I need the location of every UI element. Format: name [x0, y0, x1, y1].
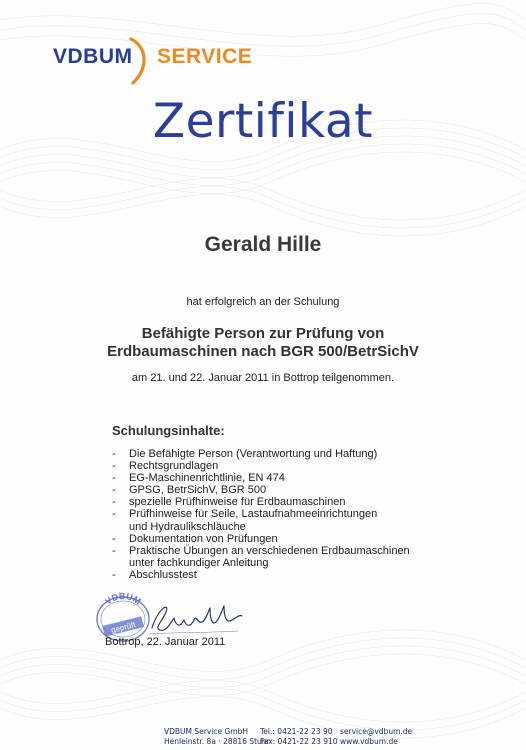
footer-company-name: VDBUM Service GmbH: [164, 727, 249, 736]
intro-text: hat erfolgreich an der Schulung: [186, 296, 340, 308]
list-dash: -: [112, 460, 116, 473]
footer-tel: Tel.: 0421-22 23 90: [260, 727, 333, 736]
footer-phone: [260, 727, 338, 747]
contents-list-item: [112, 496, 410, 508]
contents-list-item: [112, 569, 410, 581]
footer-address: Henleinstr. 8a · 28816 Stuhr: [164, 737, 270, 746]
contents-list-item-text: Praktische Übungen an verschiedenen Erdbaumaschinen: [129, 544, 410, 557]
footer-company: [164, 727, 270, 747]
list-dash: -: [112, 496, 116, 509]
course-title-line-1: Befähigte Person zur Prüfung von: [141, 325, 385, 342]
list-dash: -: [112, 508, 116, 521]
contents-list-item-text: Die Befähigte Person (Verantwortung und Haftung): [129, 448, 378, 460]
contents-list-item: [112, 448, 410, 460]
contents-list-item-text: Rechtsgrundlagen: [129, 460, 219, 473]
contents-list-item: [112, 472, 410, 484]
svg-text:VDBUM: [103, 592, 143, 607]
contents-list-item: [112, 460, 410, 472]
stamp-bottom-text: geprüft: [110, 620, 137, 635]
contents-list-item-text: GPSG, BetrSichV, BGR 500: [129, 484, 267, 497]
contents-list: [112, 448, 410, 581]
list-dash: -: [112, 472, 116, 485]
footer-fax: Fax: 0421-22 23 910: [260, 737, 338, 746]
list-dash: -: [112, 484, 116, 497]
contents-list-item-text: Prüfhinweise für Seile, Lastaufnahmeeinrichtungen: [129, 508, 378, 521]
contents-list-item: [112, 533, 410, 545]
course-title-line-2: Erdbaumaschinen nach BGR 500/BetrSichV: [107, 343, 419, 360]
contents-list-item-text: spezielle Prüfhinweise für Erdbaumaschinen: [129, 496, 346, 509]
logo-text-service: SERVICE: [157, 45, 253, 68]
contents-list-item-text: Abschlusstest: [129, 568, 197, 581]
attendance-text: am 21. und 22. Januar 2011 in Bottrop teilgenommen.: [131, 372, 395, 384]
contents-list-item-text: Dokumentation von Prüfungen: [129, 532, 278, 545]
certificate-title: Zertifikat: [152, 94, 374, 149]
handwritten-signature: [148, 598, 243, 638]
footer-web[interactable]: www.vdbum.de: [340, 737, 398, 746]
contents-list-item: [112, 545, 410, 569]
logo-swoosh-icon: [125, 37, 155, 87]
contents-list-item-text: EG-Maschinenrichtlinie, EN 474: [129, 472, 285, 485]
contents-list-item-text: unter fachkundiger Anleitung: [129, 556, 269, 569]
list-dash: -: [112, 544, 116, 557]
stamp-top-text: VDBUM: [103, 592, 143, 607]
list-dash: -: [112, 568, 116, 581]
footer-email[interactable]: service@vdbum.de: [340, 727, 413, 736]
contents-list-item-text: und Hydraulikschläuche: [129, 520, 246, 533]
course-title: [0, 325, 526, 361]
list-dash: -: [112, 532, 116, 545]
list-dash: -: [112, 448, 116, 460]
place-and-date: Bottrop, 22. Januar 2011: [105, 636, 226, 648]
contents-heading: Schulungsinhalte:: [112, 423, 225, 438]
logo-text-vdbum: VDBUM: [53, 45, 133, 68]
contents-list-item: [112, 484, 410, 496]
vdbum-service-logo: [53, 37, 253, 87]
contents-list-item: [112, 508, 410, 532]
footer-online: [340, 727, 412, 747]
recipient-name: Gerald Hille: [204, 233, 322, 256]
